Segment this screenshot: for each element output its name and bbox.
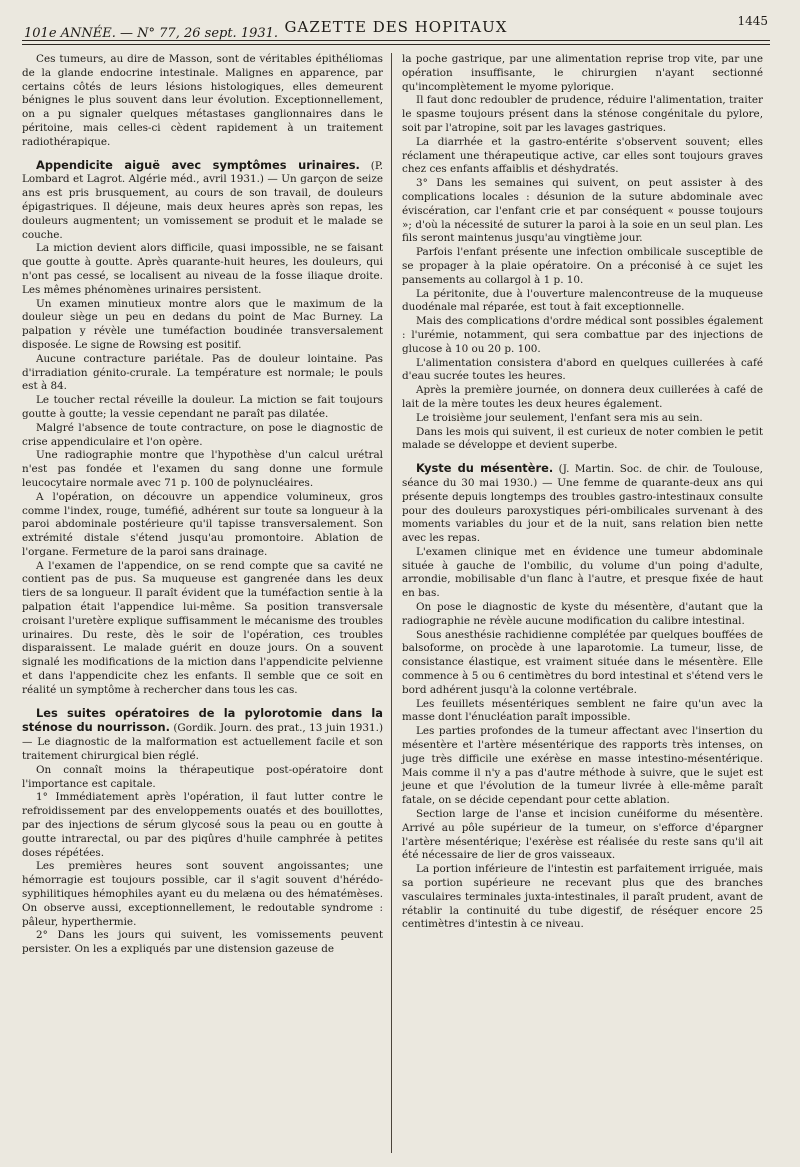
- paragraph: On pose le diagnostic de kyste du mésentère, d'autant que la radiographie ne révèle aucune modification du calibre intestinal.: [402, 601, 763, 627]
- paragraph: Il faut donc redoubler de prudence, réduire l'alimentation, traiter le spasme toujours présent dans la sténose congénitale du pylore, soit par l'atropine, soit par les lavages gastriques.: [402, 94, 763, 134]
- paragraph: Ces tumeurs, au dire de Masson, sont de véritables épithéliomas de la glande endocrine intestinale. Malignes en apparence, par certains côtés de leurs lésions histologiques, elles demeurent bénignes le plus souvent dans leur évolution. Exceptionnellement, on a pu signaler quelques métastases ganglionnaires dans le péritoine, mais celles-ci cèdent rapidement à un traitement radiothérapique.: [22, 53, 383, 148]
- article-citation: (P. Lombard et Lagrot. Algérie méd., avril 1931.) —: [22, 159, 384, 186]
- paragraph: 2° Dans les jours qui suivent, les vomissements peuvent persister. On les a expliqués par une distension gazeuse de: [22, 929, 383, 956]
- paragraph: La portion inférieure de l'intestin est parfaitement irriguée, mais sa portion supérieure ne recevant plus que des branches vasculaires terminales juxta-intestinales, il paraît prudent, avant de rétablir la continuité du tube digestif, de réséquer encore 25 centimètres d'intestin à ce niveau.: [402, 863, 763, 931]
- left-column: [22, 53, 391, 1153]
- paragraph: Le toucher rectal réveille la douleur. La miction se fait toujours goutte à goutte; la vessie cependant ne paraît pas dilatée.: [22, 394, 383, 420]
- paragraph: L'examen clinique met en évidence une tumeur abdominale située à gauche de l'ombilic, du volume d'un poing d'adulte, arrondie, mobilisable d'un flanc à l'autre, et presque fixée de haut en bas.: [402, 545, 763, 600]
- paragraph: La miction devient alors difficile, quasi impossible, ne se faisant que goutte à goutte. Après quarante-huit heures, les douleurs, qui n'ont pas cessé, se localisent au niveau de la fosse iliaque droite. Les mêmes phénomènes urinaires persistent.: [22, 242, 383, 296]
- paragraph: On connaît moins la thérapeutique post-opératoire dont l'importance est capitale.: [22, 763, 383, 790]
- paragraph: Le troisième jour seulement, l'enfant sera mis au sein.: [416, 411, 703, 424]
- paragraph: L'alimentation consistera d'abord en quelques cuillerées à café d'eau sucrée toutes les heures.: [402, 356, 763, 383]
- article-text: Le diagnostic de la malformation est actuellement facile et son traitement chirurgical bien réglé.: [22, 736, 383, 763]
- article-citation: (J. Martin. Soc. de chir. de Toulouse, séance du 30 mai 1930.) —: [402, 463, 763, 489]
- paragraph: la poche gastrique, par une alimentation reprise trop vite, par une opération insuffisante, le chirurgien n'ayant sectionné qu'incomplètement le myome pylorique.: [402, 53, 763, 93]
- article-pylorotomie: [22, 707, 383, 764]
- paragraph: Sous anesthésie rachidienne complétée par quelques bouffées de balsoforme, on procède à une laparotomie. La tumeur, lisse, de consistance élastique, est vraiment située dans le mésentère. Elle commence à 5 ou 6 centimètres du bord intestinal et s'étend vers le bord adhérent jusqu'à la colonne vertébrale.: [402, 628, 763, 696]
- paragraph: Malgré l'absence de toute contracture, on pose le diagnostic de crise appendiculaire et l'on opère.: [22, 421, 383, 448]
- article-citation: (Gordik. Journ. des prat., 13 juin 1931.) —: [22, 722, 383, 749]
- issue-info: 101e ANNÉE. — N° 77, 26 sept. 1931.: [24, 26, 279, 41]
- text-columns: [22, 53, 770, 1153]
- paragraph: Les parties profondes de la tumeur affectant avec l'insertion du mésentère et l'artère mésentérique des rapports très intenses, on juge très difficile une exérèse en masse intestino-mésentérique. Mais comme il n'y a pas d'autre méthode à suivre, que le sujet est jeune et que l'évolution de la tumeur livrée à elle-même paraît fatale, on se décide cependant pour cette ablation.: [402, 725, 763, 807]
- paragraph: Mais des complications d'ordre médical sont possibles également : l'urémie, notamment, qui sera combattue par des injections de glucose à 10 ou 20 p. 100.: [402, 315, 763, 355]
- paragraph: Dans les mois qui suivent, il est curieux de noter combien le petit malade se développe et devient superbe.: [402, 425, 763, 452]
- paragraph: Les feuillets mésentériques semblent ne faire qu'un avec la masse dont l'énucléation paraît impossible.: [402, 697, 763, 724]
- paragraph: Après la première journée, on donnera deux cuillerées à café de lait de la mère toutes les deux heures également.: [402, 384, 763, 410]
- paragraph: Parfois l'enfant présente une infection ombilicale susceptible de se propager à la plaie opératoire. On a préconisé à ce sujet les pansements au collargol à 1 p. 10.: [402, 246, 763, 286]
- paragraph: 1° Immédiatement après l'opération, il faut lutter contre le refroidissement par des enveloppements ouatés et des bouillottes, par des injections de sérum glycosé sous la peau ou en goutte à goutte intrarectal, ou par des piqûres d'huile camphrée à petites doses répétées.: [22, 791, 383, 859]
- paragraph: Section large de l'anse et incision cunéiforme du mésentère. Arrivé au pôle supérieur de la tumeur, on s'efforce d'épargner l'artère mésentérique; l'exérèse est réalisée du reste sans qu'il ait été nécessaire de lier de gros vaisseaux.: [402, 808, 763, 862]
- right-column: [391, 53, 763, 1153]
- article-text: Une femme de quarante-deux ans qui présente depuis longtemps des troubles gastro-intestinaux consulte pour des douleurs paroxystiques péri-ombilicales survenant à des moments variables du jour et de la nuit, sans relation bien nette avec les repas.: [402, 476, 763, 545]
- paragraph: A l'opération, on découvre un appendice volumineux, gros comme l'index, rouge, tuméfié, adhérent sur toute sa longueur à la paroi abdominale postérieure qu'il tapisse transversalement. Son extrémité distale s'étend jusqu'au promontoire. Ablation de l'organe. Fermeture de la paroi sans drainage.: [22, 490, 383, 558]
- paragraph: Un examen minutieux montre alors que le maximum de la douleur siège un peu en dedans du point de Mac Burney. La palpation y révèle une tuméfaction boudinée transversalement disposée. Le signe de Rowsing est positif.: [22, 297, 383, 351]
- header-rule: [22, 40, 770, 41]
- paragraph: Aucune contracture pariétale. Pas de douleur lointaine. Pas d'irradiation génito-crurale. La température est normale; le pouls est à 84.: [22, 352, 383, 393]
- paragraph: 3° Dans les semaines qui suivent, on peut assister à des complications locales : désunion de la suture abdominale avec éviscération, car l'enfant crie et par conséquent « pousse toujours »; d'où la nécessité de suturer la paroi à la soie en un seul plan. Les fils seront maintenus jusqu'au vingtième jour.: [402, 177, 763, 245]
- paragraph: La péritonite, due à l'ouverture malencontreuse de la muqueuse duodénale mal réparée, est tout à fait exceptionnelle.: [402, 287, 763, 314]
- article-kyste-mesentere: [402, 462, 763, 546]
- article-title: Kyste du mésentère.: [416, 461, 554, 476]
- paragraph: A l'examen de l'appendice, on se rend compte que sa cavité ne contient pas de pus. Sa muqueuse est gangrenée dans les deux tiers de sa longueur. Il paraît évident que la tuméfaction sentie à la palpation était l'appendice lui-même. Sa position transversale croisant l'uretère explique suffisamment le mécanisme des troubles urinaires. Du reste, dès le soir de l'opération, ces troubles disparaissent. Le malade guérit en douze jours. On a souvent signalé les modifications de la miction dans l'appendicite pelvienne et dans l'appendicite chez les enfants. Il semble que ce soit en réalité un symptôme à rechercher dans tous les cas.: [22, 559, 383, 696]
- paragraph: La diarrhée et la gastro-entérite s'observent souvent; elles réclament une thérapeutique active, car elles sont toujours graves chez ces enfants affaiblis et déshydratés.: [402, 135, 763, 176]
- article-title: Appendicite aiguë avec symptômes urinaires.: [36, 157, 360, 172]
- article-appendicite: [22, 159, 383, 243]
- journal-title: GAZETTE DES HOPITAUX: [284, 18, 508, 36]
- article-title: Les suites opératoires de la pylorotomie dans la sténose du nourrisson.: [22, 705, 383, 735]
- page-header: [22, 10, 770, 45]
- paragraph: Les premières heures sont souvent angoissantes; une hémorragie est toujours possible, car il s'agit souvent d'hérédo-syphilitiques hémophiles ayant eu du melæna ou des hématémèses. On observe aussi, exceptionnellement, le redoutable syndrome : pâleur, hyperthermie.: [22, 860, 383, 928]
- paragraph: Une radiographie montre que l'hypothèse d'un calcul urétral n'est pas fondée et l'examen du sang donne une formule leucocytaire normale avec 71 p. 100 de polynucléaires.: [22, 449, 383, 489]
- article-text: Un garçon de seize ans est pris brusquement, au cours de son travail, de douleurs épigastriques. Il déjeune, mais deux heures après son repas, les douleurs augmentent; un vomissement se produit et le malade se couche.: [22, 173, 383, 241]
- page-number: 1445: [737, 14, 768, 28]
